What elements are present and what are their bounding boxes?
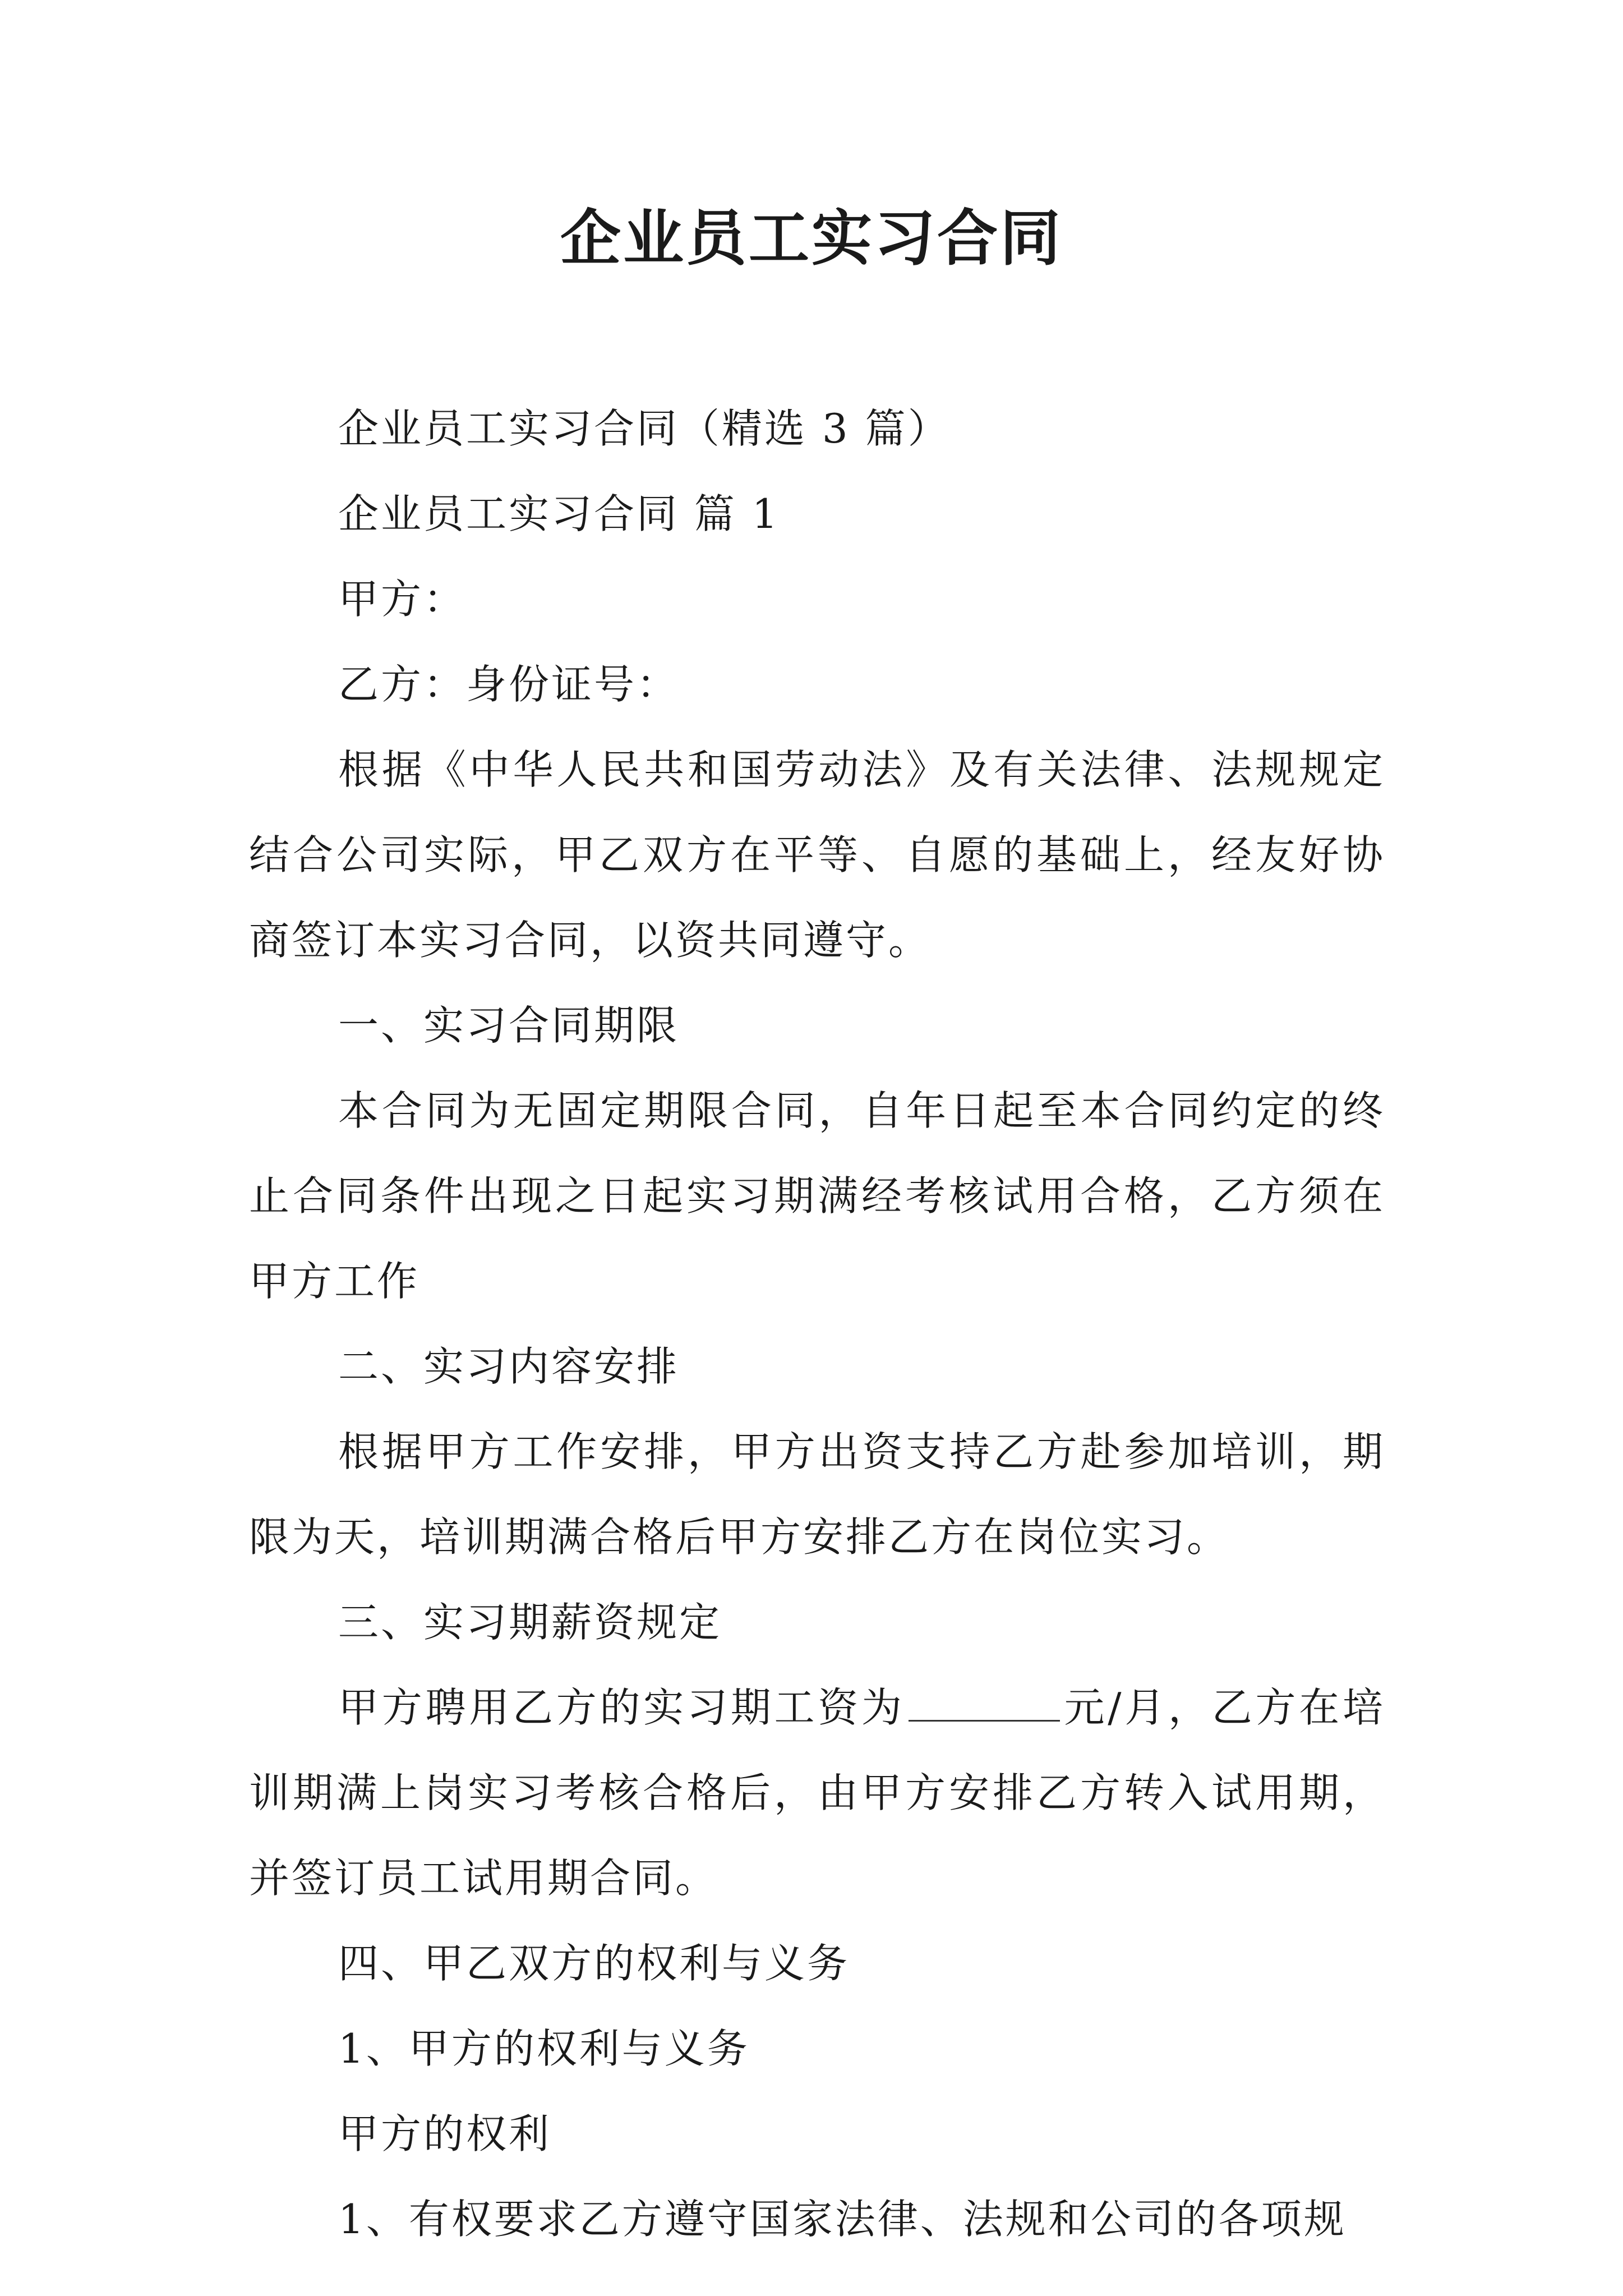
clause-3-text-after: 元/月，乙方在培训期满上岗实习考核合格后，由甲方安排乙方转入试用期，并签订员工试用期合同。 [249, 1684, 1385, 1902]
party-a-rights-heading: 甲方的权利 [338, 2110, 552, 2157]
clause-2-paragraph: 根据甲方工作安排，甲方出资支持乙方赴参加培训，期限为天，培训期满合格后甲方安排乙方在岗位实习。 [249, 1428, 1385, 1561]
clause-1-paragraph: 本合同为无固定期限合同，自年日起至本合同约定的终止合同条件出现之日起实习期满经考核试用合格，乙方须在甲方工作 [249, 1087, 1385, 1305]
subtitle: 企业员工实习合同（精选 3 篇） [338, 405, 951, 452]
clause-3-heading: 三、实习期薪资规定 [338, 1599, 722, 1646]
clause-4-heading: 四、甲乙双方的权利与义务 [338, 1940, 850, 1987]
clause-2-heading: 二、实习内容安排 [338, 1343, 680, 1390]
section-heading: 企业员工实习合同 篇 1 [338, 490, 780, 537]
clause-3-paragraph [249, 1665, 1385, 1921]
party-a-line: 甲方： [338, 576, 467, 623]
clause-4-subheading-1: 1、甲方的权利与义务 [338, 2025, 750, 2072]
salary-blank-line [909, 1687, 1060, 1722]
document-title: 企业员工实习合同 [560, 203, 1063, 274]
preamble-paragraph: 根据《中华人民共和国劳动法》及有关法律、法规规定结合公司实际，甲乙双方在平等、自愿的基础上，经友好协商签订本实习合同，以资共同遵守。 [249, 746, 1385, 964]
party-a-rights-item-1: 1、有权要求乙方遵守国家法律、法规和公司的各项规 [338, 2196, 1347, 2243]
clause-1-heading: 一、实习合同期限 [338, 1002, 680, 1049]
document-body [249, 386, 1385, 2262]
clause-3-text-before: 甲方聘用乙方的实习期工资为 [338, 1684, 905, 1731]
party-b-line: 乙方：身份证号： [338, 661, 680, 708]
